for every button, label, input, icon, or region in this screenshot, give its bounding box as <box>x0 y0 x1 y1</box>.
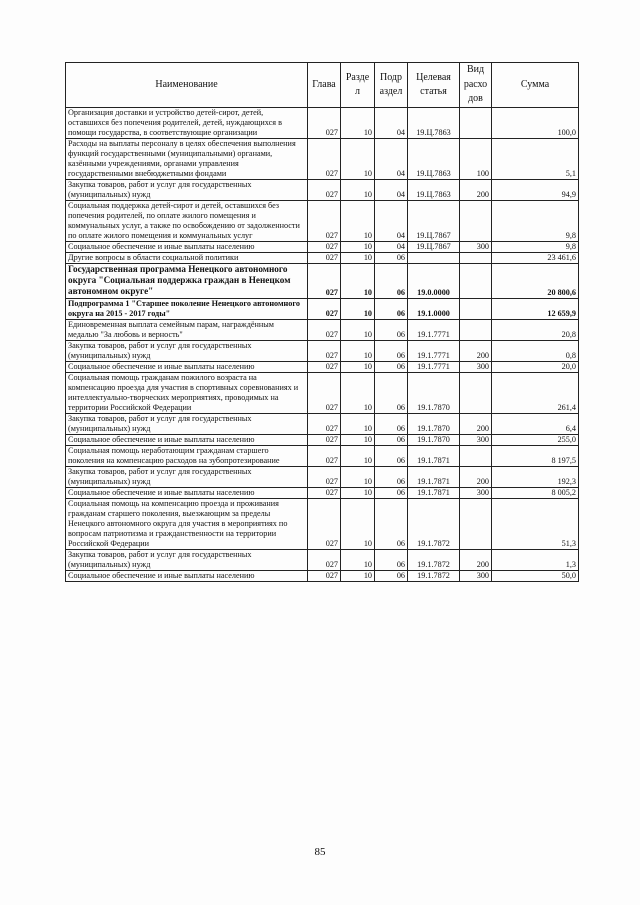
row-target: 19.1.7872 <box>408 549 460 570</box>
row-section: 10 <box>341 434 375 445</box>
budget-table <box>65 62 579 582</box>
row-subsection: 06 <box>375 340 408 361</box>
row-target: 19.Ц.7863 <box>408 108 460 139</box>
row-amount: 255,0 <box>492 434 579 445</box>
row-target: 19.1.7871 <box>408 487 460 498</box>
page-number: 85 <box>314 846 326 858</box>
row-target: 19.1.7771 <box>408 340 460 361</box>
row-name: Закупка товаров, работ и услуг для государственных (муниципальных) нужд <box>66 466 308 487</box>
row-section: 10 <box>341 298 375 319</box>
row-amount: 261,4 <box>492 372 579 413</box>
row-name: Расходы на выплаты персоналу в целях обеспечения выполнения функций государственными (муниципальными) органами, казёнными учреждениями, органами управления государственными внебюджетными фондами <box>66 139 308 180</box>
row-target: 19.1.0000 <box>408 298 460 319</box>
header-amount: Сумма <box>492 63 579 108</box>
row-expense-type: 300 <box>460 242 492 253</box>
row-target: 19.1.7771 <box>408 319 460 340</box>
row-chapter: 027 <box>308 361 341 372</box>
table-row <box>66 108 579 139</box>
row-target: 19.1.7872 <box>408 498 460 549</box>
table-row <box>66 413 579 434</box>
row-subsection: 06 <box>375 434 408 445</box>
row-name: Социальное обеспечение и иные выплаты населению <box>66 570 308 581</box>
row-chapter: 027 <box>308 180 341 201</box>
row-section: 10 <box>341 242 375 253</box>
table-row <box>66 340 579 361</box>
row-target: 19.1.7871 <box>408 466 460 487</box>
row-amount: 20 800,6 <box>492 264 579 299</box>
row-chapter: 027 <box>308 242 341 253</box>
row-section: 10 <box>341 264 375 299</box>
row-amount: 20,0 <box>492 361 579 372</box>
row-expense-type <box>460 372 492 413</box>
row-expense-type: 100 <box>460 139 492 180</box>
row-expense-type: 200 <box>460 413 492 434</box>
row-amount: 8 005,2 <box>492 487 579 498</box>
row-name: Социальное обеспечение и иные выплаты населению <box>66 487 308 498</box>
row-expense-type: 200 <box>460 180 492 201</box>
row-section: 10 <box>341 340 375 361</box>
table-row <box>66 180 579 201</box>
row-chapter: 027 <box>308 201 341 242</box>
row-section: 10 <box>341 413 375 434</box>
row-expense-type: 200 <box>460 466 492 487</box>
row-section: 10 <box>341 253 375 264</box>
row-subsection: 04 <box>375 108 408 139</box>
row-name: Государственная программа Ненецкого автономного округа "Социальная поддержка граждан в Ненецком автономном округе" <box>66 264 308 299</box>
row-subsection: 06 <box>375 549 408 570</box>
row-subsection: 06 <box>375 413 408 434</box>
row-amount: 6,4 <box>492 413 579 434</box>
table-row <box>66 487 579 498</box>
row-name: Закупка товаров, работ и услуг для государственных (муниципальных) нужд <box>66 340 308 361</box>
row-subsection: 06 <box>375 298 408 319</box>
table-row <box>66 372 579 413</box>
row-subsection: 04 <box>375 201 408 242</box>
row-expense-type: 300 <box>460 434 492 445</box>
row-name: Социальная помощь гражданам пожилого возраста на компенсацию проезда для участия в спортивных соревнованиях и интеллектуально-творческих мероприятиях, проводимых на территории Российской Федерации <box>66 372 308 413</box>
row-section: 10 <box>341 180 375 201</box>
row-target: 19.1.7870 <box>408 413 460 434</box>
row-target: 19.1.7872 <box>408 570 460 581</box>
table-body <box>66 108 579 582</box>
row-section: 10 <box>341 466 375 487</box>
row-amount: 9,8 <box>492 242 579 253</box>
row-section: 10 <box>341 108 375 139</box>
row-chapter: 027 <box>308 549 341 570</box>
row-section: 10 <box>341 487 375 498</box>
row-name: Социальная помощь неработающим гражданам старшего поколения на компенсацию расходов на зубопротезирование <box>66 445 308 466</box>
row-target: 19.0.0000 <box>408 264 460 299</box>
row-chapter: 027 <box>308 108 341 139</box>
row-subsection: 04 <box>375 180 408 201</box>
row-name: Социальное обеспечение и иные выплаты населению <box>66 361 308 372</box>
row-expense-type <box>460 253 492 264</box>
row-target: 19.1.7771 <box>408 361 460 372</box>
row-chapter: 027 <box>308 139 341 180</box>
row-amount: 20,8 <box>492 319 579 340</box>
table-header <box>66 63 579 108</box>
table-row <box>66 434 579 445</box>
header-name: Наименование <box>66 63 308 108</box>
row-chapter: 027 <box>308 298 341 319</box>
row-chapter: 027 <box>308 319 341 340</box>
table-row <box>66 361 579 372</box>
row-expense-type: 200 <box>460 340 492 361</box>
table-row <box>66 445 579 466</box>
row-amount: 23 461,6 <box>492 253 579 264</box>
row-target: 19.1.7870 <box>408 372 460 413</box>
row-expense-type <box>460 298 492 319</box>
row-chapter: 027 <box>308 570 341 581</box>
table-row <box>66 549 579 570</box>
row-amount: 8 197,5 <box>492 445 579 466</box>
row-chapter: 027 <box>308 434 341 445</box>
table-row <box>66 253 579 264</box>
row-amount: 192,3 <box>492 466 579 487</box>
row-chapter: 027 <box>308 498 341 549</box>
row-expense-type: 300 <box>460 570 492 581</box>
row-name: Единовременная выплата семейным парам, награждённым медалью "За любовь и верность" <box>66 319 308 340</box>
row-target: 19.Ц.7863 <box>408 139 460 180</box>
row-expense-type: 300 <box>460 487 492 498</box>
row-subsection: 06 <box>375 264 408 299</box>
row-chapter: 027 <box>308 340 341 361</box>
row-name: Социальное обеспечение и иные выплаты населению <box>66 434 308 445</box>
row-subsection: 06 <box>375 372 408 413</box>
row-name: Социальная помощь на компенсацию проезда и проживания гражданам старшего поколения, выезжающим за пределы Ненецкого автономного округа для участия в мероприятиях по вопросам патриотизма и гражданственности на территории Российской Федерации <box>66 498 308 549</box>
table-row <box>66 298 579 319</box>
row-section: 10 <box>341 319 375 340</box>
row-section: 10 <box>341 372 375 413</box>
row-expense-type <box>460 498 492 549</box>
row-subsection: 06 <box>375 319 408 340</box>
row-section: 10 <box>341 361 375 372</box>
row-subsection: 06 <box>375 466 408 487</box>
row-chapter: 027 <box>308 372 341 413</box>
table-row <box>66 242 579 253</box>
row-expense-type: 300 <box>460 361 492 372</box>
row-target: 19.Ц.7867 <box>408 201 460 242</box>
table-row <box>66 201 579 242</box>
row-name: Закупка товаров, работ и услуг для государственных (муниципальных) нужд <box>66 413 308 434</box>
row-subsection: 06 <box>375 498 408 549</box>
row-amount: 12 659,9 <box>492 298 579 319</box>
row-name: Социальное обеспечение и иные выплаты населению <box>66 242 308 253</box>
table-row <box>66 264 579 299</box>
row-target: 19.Ц.7863 <box>408 180 460 201</box>
row-subsection: 06 <box>375 253 408 264</box>
row-chapter: 027 <box>308 264 341 299</box>
row-target: 19.Ц.7867 <box>408 242 460 253</box>
row-chapter: 027 <box>308 445 341 466</box>
row-amount: 9,8 <box>492 201 579 242</box>
row-section: 10 <box>341 139 375 180</box>
row-subsection: 04 <box>375 139 408 180</box>
row-expense-type <box>460 264 492 299</box>
row-name: Организация доставки и устройство детей-сирот, детей, оставшихся без попечения родителей, детей, нуждающихся в помощи государства, в соответствующие организации <box>66 108 308 139</box>
row-amount: 0,8 <box>492 340 579 361</box>
row-amount: 51,3 <box>492 498 579 549</box>
header-chapter: Глава <box>308 63 341 108</box>
row-subsection: 06 <box>375 361 408 372</box>
table-row <box>66 466 579 487</box>
header-expense-type: Вид расхо дов <box>460 63 492 108</box>
row-target <box>408 253 460 264</box>
row-amount: 100,0 <box>492 108 579 139</box>
table-row <box>66 319 579 340</box>
row-chapter: 027 <box>308 487 341 498</box>
row-section: 10 <box>341 498 375 549</box>
row-subsection: 06 <box>375 487 408 498</box>
row-expense-type <box>460 108 492 139</box>
row-chapter: 027 <box>308 413 341 434</box>
row-amount: 5,1 <box>492 139 579 180</box>
row-chapter: 027 <box>308 253 341 264</box>
header-subsection: Подр аздел <box>375 63 408 108</box>
row-name: Подпрограмма 1 "Старшее поколение Ненецкого автономного округа на 2015 - 2017 годы" <box>66 298 308 319</box>
row-target: 19.1.7871 <box>408 445 460 466</box>
row-section: 10 <box>341 570 375 581</box>
header-target: Целевая статья <box>408 63 460 108</box>
row-subsection: 06 <box>375 445 408 466</box>
row-expense-type <box>460 445 492 466</box>
row-expense-type <box>460 201 492 242</box>
row-name: Закупка товаров, работ и услуг для государственных (муниципальных) нужд <box>66 180 308 201</box>
table-row <box>66 498 579 549</box>
row-expense-type: 200 <box>460 549 492 570</box>
row-chapter: 027 <box>308 466 341 487</box>
row-amount: 1,3 <box>492 549 579 570</box>
row-section: 10 <box>341 445 375 466</box>
row-target: 19.1.7870 <box>408 434 460 445</box>
row-amount: 50,0 <box>492 570 579 581</box>
row-expense-type <box>460 319 492 340</box>
table-row <box>66 570 579 581</box>
row-section: 10 <box>341 201 375 242</box>
row-amount: 94,9 <box>492 180 579 201</box>
row-name: Другие вопросы в области социальной политики <box>66 253 308 264</box>
row-name: Социальная поддержка детей-сирот и детей, оставшихся без попечения родителей, по оплате жилого помещения и коммунальных услуг, а также по освобождению от задолженности по оплате жилого помещения и коммунальных услуг <box>66 201 308 242</box>
row-subsection: 04 <box>375 242 408 253</box>
header-section: Разде л <box>341 63 375 108</box>
row-subsection: 06 <box>375 570 408 581</box>
row-section: 10 <box>341 549 375 570</box>
table-row <box>66 139 579 180</box>
row-name: Закупка товаров, работ и услуг для государственных (муниципальных) нужд <box>66 549 308 570</box>
